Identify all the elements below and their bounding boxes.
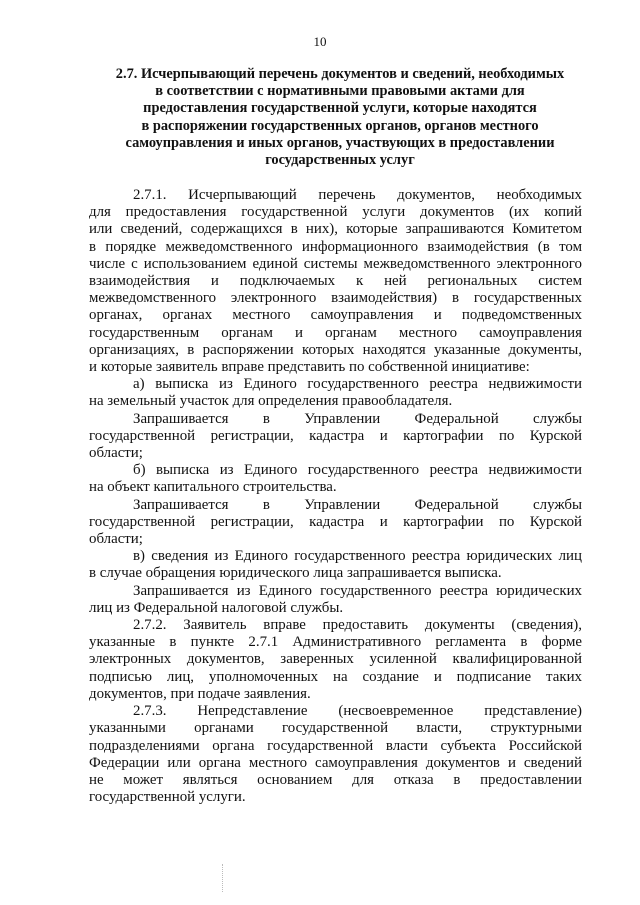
heading-line: в распоряжении государственных органов, органов местного bbox=[141, 117, 539, 134]
text-line: для предоставления государственной услуги документов (их копий bbox=[89, 204, 582, 221]
text-line: межведомственного электронного взаимодействия) в государственных bbox=[89, 290, 582, 307]
text-line: не может являться основанием для отказа в предоставлении bbox=[89, 771, 582, 788]
text-line: 2.7.2. Заявитель вправе предоставить документы (сведения), bbox=[133, 617, 582, 634]
text-line: в) сведения из Единого государственного реестра юридических лиц bbox=[133, 548, 582, 565]
list-item-b bbox=[89, 462, 582, 496]
scan-mark bbox=[222, 864, 224, 892]
text-line: или сведений, содержащихся в них), которые запрашиваются Комитетом bbox=[89, 221, 582, 238]
text-line: государственной регистрации, кадастра и картографии по Курской bbox=[89, 513, 582, 530]
heading-line: предоставления государственной услуги, которые находятся bbox=[143, 100, 537, 117]
request-note-b bbox=[89, 497, 582, 549]
text-line: на объект капитального строительства. bbox=[89, 479, 337, 496]
text-line: Запрашивается в Управлении Федеральной службы bbox=[133, 410, 582, 427]
text-line: на земельный участок для определения правообладателя. bbox=[89, 393, 453, 410]
text-line: числе с использованием единой системы межведомственного электронного bbox=[89, 255, 582, 272]
paragraph-2-7-1 bbox=[89, 187, 582, 376]
text-line: организациях, в распоряжении которых находятся указанные документы, bbox=[89, 341, 582, 358]
list-item-c bbox=[89, 548, 582, 582]
text-line: Запрашивается из Единого государственного реестра юридических bbox=[133, 582, 582, 599]
list-item-a bbox=[89, 376, 582, 410]
text-line: государственной услуги. bbox=[89, 789, 246, 806]
text-line: 2.7.3. Непредставление (несвоевременное представление) bbox=[133, 703, 582, 720]
text-line: в случае обращения юридического лица запрашивается выписка. bbox=[89, 565, 502, 582]
page-number: 10 bbox=[313, 34, 327, 49]
text-line: государственной регистрации, кадастра и картографии по Курской bbox=[89, 427, 582, 444]
heading-line: в соответствии с нормативными правовыми актами для bbox=[155, 83, 525, 100]
section-heading bbox=[98, 66, 582, 169]
text-line: лиц из Федеральной налоговой службы. bbox=[89, 599, 344, 616]
text-line: государственным органам и органам местного самоуправления bbox=[89, 324, 582, 341]
text-line: документов, при подаче заявления. bbox=[89, 685, 311, 702]
request-note-a bbox=[89, 411, 582, 463]
text-line: указанные в пункте 2.7.1 Административного регламента в форме bbox=[89, 634, 582, 651]
text-line: электронных документов, заверенных усиленной квалифицированной bbox=[89, 651, 582, 668]
text-line: Федерации или органа местного самоуправления документов и сведений bbox=[89, 754, 582, 771]
text-line: подписью лиц, уполномоченных на создание и подписание таких bbox=[89, 668, 582, 685]
text-line: указанными органами государственной власти, структурными bbox=[89, 720, 582, 737]
text-line: 2.7.1. Исчерпывающий перечень документов, необходимых bbox=[133, 187, 582, 203]
text-line: б) выписка из Единого государственного реестра недвижимости bbox=[133, 462, 582, 479]
text-line: области; bbox=[89, 531, 143, 548]
request-note-c bbox=[89, 583, 582, 617]
paragraph-2-7-3 bbox=[89, 703, 582, 806]
heading-line: государственных услуг bbox=[265, 152, 415, 169]
text-line: органах, органах местного самоуправления и подведомственных bbox=[89, 307, 582, 324]
text-line: Запрашивается в Управлении Федеральной службы bbox=[133, 496, 582, 513]
paragraph-2-7-2 bbox=[89, 617, 582, 703]
text-line: а) выписка из Единого государственного реестра недвижимости bbox=[133, 376, 582, 393]
text-line: подразделениями органа государственной власти субъекта Российской bbox=[89, 737, 582, 754]
text-line: и которые заявитель вправе представить по собственной инициативе: bbox=[89, 359, 530, 376]
heading-line: самоуправления и иных органов, участвующих в предоставлении bbox=[125, 134, 555, 151]
text-line: в порядке межведомственного информационного взаимодействия (в том bbox=[89, 238, 582, 255]
text-line: области; bbox=[89, 445, 143, 462]
heading-line: 2.7. Исчерпывающий перечень документов и сведений, необходимых bbox=[115, 66, 565, 82]
document-body bbox=[89, 187, 582, 806]
text-line: взаимодействия и подключаемых к ней региональных систем bbox=[89, 273, 582, 290]
